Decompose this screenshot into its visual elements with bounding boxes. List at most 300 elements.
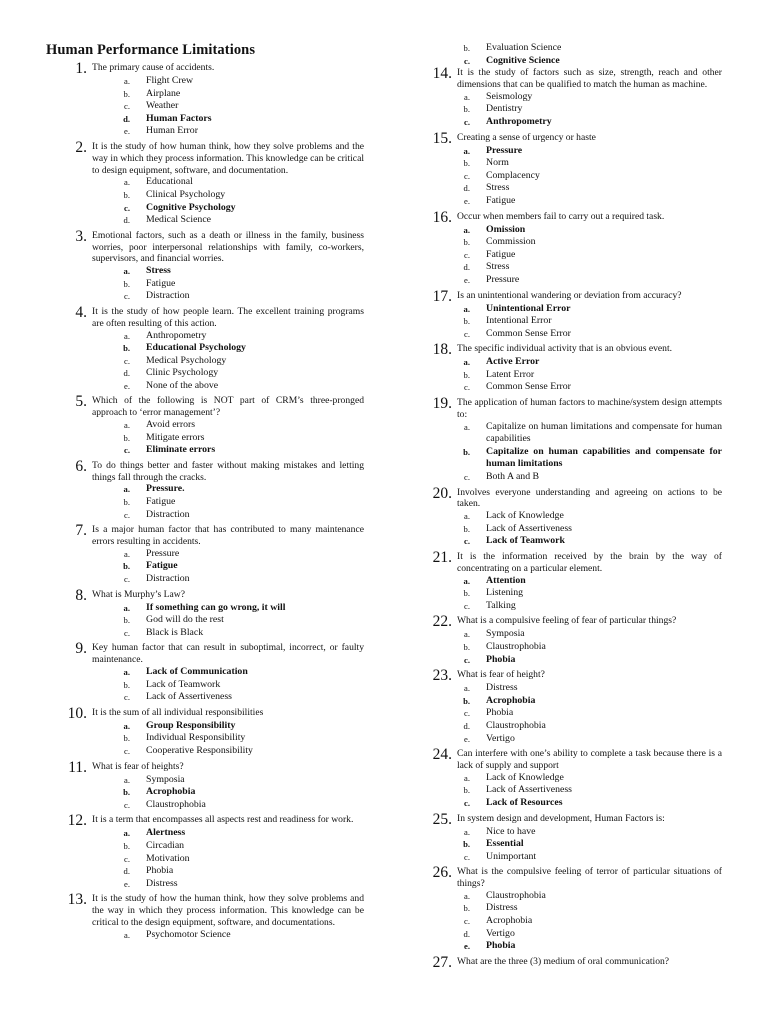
- choice-text: None of the above: [146, 379, 219, 391]
- choice-letter: a.: [464, 629, 470, 640]
- choice-text: Phobia: [146, 865, 174, 877]
- choice-letter: c.: [124, 101, 130, 112]
- answer-choice: [46, 290, 364, 303]
- choice-letter: e.: [464, 274, 470, 285]
- choice-letter: a.: [124, 330, 130, 341]
- choice-text: Talking: [486, 599, 516, 611]
- choice-text: Symposia: [146, 773, 185, 785]
- choice-text: Fatigue: [146, 496, 176, 508]
- choice-letter: a.: [464, 772, 470, 783]
- answer-choice: [428, 851, 722, 864]
- document-title: Human Performance Limitations: [46, 42, 256, 58]
- question-number: 9.: [75, 640, 87, 658]
- question-row: [432, 746, 722, 772]
- choice-letter: c.: [464, 708, 470, 719]
- question-text: The primary cause of accidents.: [92, 62, 215, 73]
- question-number: 25.: [432, 810, 452, 828]
- choice-text: Alertness: [146, 827, 186, 839]
- choice-list: [428, 145, 722, 208]
- choice-letter: b.: [463, 369, 470, 380]
- choice-text: Active Error: [486, 356, 540, 368]
- choice-list: [428, 826, 722, 864]
- choice-list: [428, 628, 722, 666]
- choice-text: Flight Crew: [146, 75, 194, 86]
- answer-choice: [428, 682, 722, 695]
- question-2: [46, 138, 364, 227]
- correct-answer-choice: [46, 827, 364, 840]
- question-row: [432, 65, 722, 91]
- choice-text: God will do the rest: [146, 614, 224, 626]
- choice-text: Lack of Knowledge: [486, 510, 564, 522]
- question-text: It is the sum of all individual responsibilities: [92, 706, 264, 718]
- correct-answer-choice: [46, 342, 364, 355]
- choice-letter: c.: [124, 202, 130, 213]
- correct-answer-choice: [46, 560, 364, 573]
- choice-letter: a.: [464, 421, 470, 432]
- choice-letter: c.: [124, 745, 130, 756]
- choice-letter: e.: [124, 126, 130, 137]
- question-text: Can interfere with one’s ability to complete a task because there is a lack of supply and support: [457, 748, 722, 771]
- question-row: [432, 208, 722, 226]
- question-number: 15.: [432, 129, 452, 147]
- choice-list: [428, 575, 722, 613]
- correct-answer-choice: [428, 145, 722, 158]
- answer-choice: [428, 928, 722, 941]
- answer-choice: [46, 548, 364, 561]
- question-row: [75, 457, 364, 484]
- answer-choice: [428, 772, 722, 785]
- choice-letter: a.: [463, 224, 470, 235]
- choice-text: Pressure: [146, 547, 180, 559]
- choice-text: Essential: [486, 838, 524, 850]
- question-list-right: [428, 67, 722, 969]
- question-25: [428, 810, 722, 864]
- choice-letter: d.: [123, 215, 130, 226]
- choice-text: Lack of Resources: [486, 796, 563, 808]
- choice-letter: e.: [464, 941, 470, 952]
- question-5: [46, 395, 364, 456]
- choice-text: Lack of Assertiveness: [486, 522, 572, 534]
- answer-choice: [428, 826, 722, 839]
- question-row: [67, 891, 364, 928]
- correct-answer-choice: [428, 55, 722, 68]
- choice-list: [46, 548, 364, 586]
- question-19: [428, 397, 722, 484]
- correct-answer-choice: [428, 575, 722, 588]
- question-6: [46, 457, 364, 521]
- choice-text: Claustrophobia: [486, 889, 546, 901]
- question-14: [428, 67, 722, 128]
- choice-list: [46, 720, 364, 758]
- correct-answer-choice: [428, 303, 722, 316]
- answer-choice: [428, 236, 722, 249]
- question-number: 3.: [75, 227, 87, 245]
- question-text: What is fear of height?: [457, 669, 545, 681]
- answer-choice: [46, 878, 364, 891]
- choice-letter: c.: [464, 328, 470, 339]
- question-number: 8.: [75, 586, 87, 604]
- question-row: [75, 138, 364, 176]
- choice-letter: c.: [124, 799, 130, 810]
- choice-list: [46, 419, 364, 457]
- choice-letter: d.: [463, 720, 470, 731]
- choice-letter: c.: [124, 853, 130, 864]
- choice-list: [428, 421, 722, 484]
- choice-letter: b.: [123, 497, 130, 508]
- choice-text: Pressure.: [146, 483, 185, 495]
- question-number: 23.: [432, 667, 452, 685]
- choice-text: Stress: [146, 265, 171, 277]
- choice-text: Phobia: [486, 940, 516, 952]
- answer-choice: [428, 249, 722, 262]
- choice-letter: b.: [463, 316, 470, 327]
- choice-text: Black is Black: [146, 626, 204, 638]
- choice-list: [46, 827, 364, 890]
- choice-letter: a.: [124, 76, 130, 86]
- choice-text: Acrophobia: [146, 786, 196, 798]
- answer-choice: [428, 328, 722, 341]
- answer-choice: [46, 745, 364, 758]
- choice-letter: d.: [123, 866, 130, 877]
- question-row: [432, 864, 722, 890]
- answer-choice: [46, 367, 364, 380]
- choice-letter: a.: [464, 511, 470, 522]
- answer-choice: [428, 628, 722, 641]
- question-text: What is a compulsive feeling of fear of particular things?: [457, 615, 677, 627]
- question-text: Is a major human factor that has contributed to many maintenance errors resulting in accidents.: [92, 524, 364, 548]
- answer-choice: [46, 865, 364, 878]
- question-row: [67, 812, 364, 830]
- choice-text: Latent Error: [486, 368, 535, 380]
- question-number: 14.: [432, 65, 452, 83]
- choice-letter: b.: [123, 561, 130, 572]
- answer-choice: [428, 182, 722, 195]
- choice-text: Distress: [486, 682, 518, 694]
- question-number: 2.: [75, 138, 87, 156]
- answer-choice: [428, 381, 722, 394]
- question-text: Emotional factors, such as a death or illness in the family, business worries, poor interpersonal relationships with family, co-workers, supervisors, and financial worries.: [92, 229, 364, 265]
- choice-text: Lack of Teamwork: [486, 535, 565, 547]
- answer-choice: [428, 261, 722, 274]
- choice-text: Individual Responsibility: [146, 732, 246, 744]
- choice-text: Evaluation Science: [486, 42, 562, 53]
- question-text: What is fear of heights?: [92, 760, 184, 772]
- question-27: [428, 953, 722, 971]
- question-row: [432, 395, 722, 421]
- answer-choice: [46, 176, 364, 189]
- question-row: [68, 758, 364, 776]
- choice-letter: b.: [463, 785, 470, 796]
- answer-choice: [46, 214, 364, 227]
- choice-text: Anthropometry: [486, 115, 552, 127]
- choice-letter: a.: [123, 484, 130, 495]
- answer-choice: [428, 42, 722, 55]
- choice-text: Lack of Communication: [146, 665, 248, 677]
- choice-text: Educational: [146, 176, 193, 188]
- choice-text: Distraction: [146, 290, 190, 302]
- choice-text: Motivation: [146, 852, 190, 864]
- question-row: [75, 522, 364, 548]
- choice-text: Weather: [146, 100, 179, 112]
- question-15: [428, 129, 722, 208]
- question-number: 27.: [432, 953, 452, 971]
- choice-letter: a.: [463, 303, 470, 314]
- answer-choice: [428, 91, 722, 104]
- choice-list: [428, 224, 722, 287]
- choice-letter: c.: [464, 116, 470, 127]
- choice-letter: b.: [123, 787, 130, 798]
- answer-choice: [46, 840, 364, 853]
- choice-letter: d.: [463, 928, 470, 939]
- answer-choice: [428, 510, 722, 523]
- choice-text: Capitalize on human limitations and compensate for human capabilities: [486, 420, 722, 445]
- question-text: It is a term that encompasses all aspects rest and readiness for work.: [92, 814, 354, 826]
- choice-text: Lack of Teamwork: [146, 678, 221, 690]
- answer-choice: [46, 88, 364, 101]
- choice-letter: b.: [463, 641, 470, 652]
- choice-letter: a.: [124, 929, 130, 940]
- answer-choice: [428, 369, 722, 382]
- correct-answer-choice: [428, 224, 722, 237]
- choice-letter: c.: [124, 355, 130, 366]
- choice-text: Educational Psychology: [146, 342, 246, 354]
- choice-text: Complacency: [486, 169, 540, 181]
- question-row: [432, 810, 722, 828]
- question-11: [46, 758, 364, 812]
- question-text: Occur when members fail to carry out a required task.: [457, 210, 665, 222]
- correct-answer-choice: [428, 446, 722, 471]
- question-text: It is the study of how the human think, how they solve problems and the way in which they process information. This knowledge can be critical to the design equipment, software, and documentations.: [92, 893, 364, 928]
- choice-text: Fatigue: [146, 560, 178, 572]
- choice-letter: b.: [463, 523, 470, 534]
- answer-choice: [46, 627, 364, 640]
- choice-list: [46, 330, 364, 393]
- correct-answer-choice: [428, 535, 722, 548]
- choice-text: Fatigue: [486, 194, 516, 206]
- question-row: [432, 613, 722, 631]
- choice-letter: c.: [464, 536, 470, 547]
- correct-answer-choice: [428, 654, 722, 667]
- choice-letter: a.: [123, 602, 130, 613]
- answer-choice: [428, 915, 722, 928]
- answer-choice: [46, 774, 364, 787]
- answer-choice: [428, 315, 722, 328]
- choice-letter: e.: [464, 733, 470, 744]
- choice-text: Capitalize on human capabilities and compensate for human limitations: [486, 445, 722, 470]
- choice-text: Distraction: [146, 508, 190, 520]
- question-text: Key human factor that can result in suboptimal, incorrect, or faulty maintenance.: [92, 642, 364, 666]
- correct-answer-choice: [428, 356, 722, 369]
- question-text: Creating a sense of urgency or haste: [457, 131, 596, 143]
- choice-text: Circadian: [146, 839, 185, 851]
- choice-letter: b.: [463, 158, 470, 169]
- choice-list: [428, 890, 722, 953]
- choice-text: Intentional Error: [486, 315, 552, 327]
- choice-letter: c.: [124, 509, 130, 520]
- choice-text: Acrophobia: [486, 694, 536, 706]
- choice-letter: b.: [123, 679, 130, 690]
- question-row: [75, 227, 364, 265]
- choice-letter: b.: [123, 733, 130, 744]
- choice-list: [428, 91, 722, 129]
- choice-list: [46, 176, 364, 226]
- choice-text: Lack of Assertiveness: [146, 691, 232, 703]
- choice-list: [428, 682, 722, 745]
- choice-letter: a.: [463, 145, 470, 156]
- correct-answer-choice: [428, 116, 722, 129]
- answer-choice: [428, 587, 722, 600]
- choice-text: Fatigue: [486, 248, 516, 260]
- choice-letter: b.: [123, 432, 130, 443]
- left-column: [46, 42, 364, 944]
- choice-letter: c.: [464, 55, 470, 66]
- answer-choice: [46, 278, 364, 291]
- question-20: [428, 484, 722, 548]
- question-text: To do things better and faster without making mistakes and letting things fall through the cracks.: [92, 459, 364, 483]
- answer-choice: [46, 691, 364, 704]
- choice-letter: c.: [464, 170, 470, 181]
- choice-list: [46, 265, 364, 303]
- question-number: 17.: [432, 287, 452, 305]
- choice-letter: b.: [123, 343, 130, 354]
- choice-letter: c.: [464, 472, 470, 483]
- choice-text: Clinical Psychology: [146, 188, 226, 200]
- choice-letter: c.: [464, 851, 470, 862]
- right-column: [428, 42, 722, 972]
- question-4: [46, 303, 364, 393]
- answer-choice: [428, 600, 722, 613]
- answer-choice: [46, 509, 364, 522]
- choice-text: Distress: [486, 902, 518, 914]
- answer-choice: [428, 890, 722, 903]
- question-row: [67, 704, 364, 722]
- choice-letter: a.: [124, 177, 130, 188]
- choice-letter: b.: [463, 237, 470, 248]
- answer-choice: [46, 189, 364, 202]
- question-24: [428, 748, 722, 809]
- choice-letter: c.: [124, 291, 130, 302]
- choice-letter: c.: [124, 692, 130, 703]
- choice-text: Dentistry: [486, 103, 523, 115]
- choice-text: Clinic Psychology: [146, 367, 219, 379]
- choice-letter: a.: [464, 683, 470, 694]
- choice-letter: b.: [123, 189, 130, 200]
- question-text: It is the study of how human think, how they solve problems and the way in which they process information. This knowledge can be critical to design equipment, software, and documentation.: [92, 140, 364, 176]
- choice-text: Cognitive Psychology: [146, 201, 236, 213]
- answer-choice: [428, 274, 722, 287]
- correct-answer-choice: [46, 666, 364, 679]
- choice-letter: b.: [463, 903, 470, 914]
- question-26: [428, 866, 722, 953]
- answer-choice: [428, 720, 722, 733]
- question-number: 13.: [67, 891, 87, 909]
- question-text: It is the information received by the brain by the way of concentrating on a particular element.: [457, 551, 722, 574]
- choice-list: [46, 75, 364, 138]
- question-number: 20.: [432, 484, 452, 502]
- choice-text: Stress: [486, 261, 510, 273]
- choice-list: [46, 929, 364, 942]
- choice-text: Claustrophobia: [486, 640, 546, 652]
- choice-text: Cognitive Science: [486, 54, 560, 66]
- choice-list: [46, 483, 364, 521]
- choice-text: Airplane: [146, 87, 181, 99]
- choice-text: Distraction: [146, 573, 190, 584]
- question-1: [46, 62, 364, 138]
- choice-letter: c.: [464, 797, 470, 808]
- choice-text: Unimportant: [486, 850, 537, 862]
- choice-list: [46, 774, 364, 812]
- answer-choice: [46, 380, 364, 393]
- question-row: [75, 393, 364, 419]
- answer-choice: [46, 679, 364, 692]
- correct-answer-choice: [46, 444, 364, 457]
- question-number: 5.: [75, 393, 87, 411]
- choice-letter: a.: [464, 890, 470, 901]
- choice-letter: a.: [124, 420, 130, 431]
- question-number: 11.: [68, 758, 87, 776]
- choice-letter: b.: [123, 278, 130, 289]
- choice-letter: b.: [463, 104, 470, 115]
- question-row: [432, 667, 722, 685]
- answer-choice: [428, 641, 722, 654]
- question-row: [432, 129, 722, 147]
- choice-text: Claustrophobia: [486, 719, 546, 731]
- answer-choice: [46, 100, 364, 113]
- question-text: It is the study of how people learn. The excellent training programs are often resulting of this action.: [92, 305, 364, 329]
- question-number: 6.: [75, 457, 87, 475]
- answer-choice: [46, 355, 364, 368]
- choice-letter: b.: [463, 588, 470, 599]
- choice-text: Distress: [146, 877, 178, 889]
- question-row: [75, 586, 364, 604]
- correct-answer-choice: [428, 797, 722, 810]
- choice-list: [428, 772, 722, 810]
- choice-letter: c.: [124, 574, 130, 584]
- choice-text: Omission: [486, 223, 526, 235]
- answer-choice: [46, 614, 364, 627]
- choice-list: [428, 356, 722, 394]
- choice-letter: c.: [124, 627, 130, 638]
- choice-text: Pressure: [486, 273, 520, 285]
- question-text: In system design and development, Human Factors is:: [457, 812, 665, 824]
- choice-text: Phobia: [486, 653, 516, 665]
- choice-text: Common Sense Error: [486, 327, 571, 339]
- choice-letter: a.: [124, 774, 130, 785]
- choice-letter: e.: [124, 878, 130, 889]
- answer-choice: [46, 419, 364, 432]
- choice-text: Fatigue: [146, 277, 176, 289]
- choice-text: Lack of Assertiveness: [486, 784, 572, 796]
- question-text: What is Murphy’s Law?: [92, 588, 185, 600]
- choice-text: Nice to have: [486, 825, 536, 837]
- question-number: 16.: [432, 208, 452, 226]
- choice-list: [46, 602, 364, 640]
- choice-text: Pressure: [486, 144, 523, 156]
- choice-text: Vertigo: [486, 732, 515, 744]
- question-row: [432, 287, 722, 305]
- question-number: 4.: [75, 303, 87, 321]
- choice-letter: a.: [123, 720, 130, 731]
- correct-answer-choice: [46, 113, 364, 126]
- choice-text: If something can go wrong, it will: [146, 601, 286, 613]
- question-13-continuation: [428, 42, 722, 67]
- question-text: What are the three (3) medium of oral communication?: [457, 955, 670, 967]
- question-10: [46, 704, 364, 758]
- choice-text: Cooperative Responsibility: [146, 744, 253, 756]
- choice-letter: c.: [464, 654, 470, 665]
- question-row: [432, 953, 722, 971]
- correct-answer-choice: [46, 483, 364, 496]
